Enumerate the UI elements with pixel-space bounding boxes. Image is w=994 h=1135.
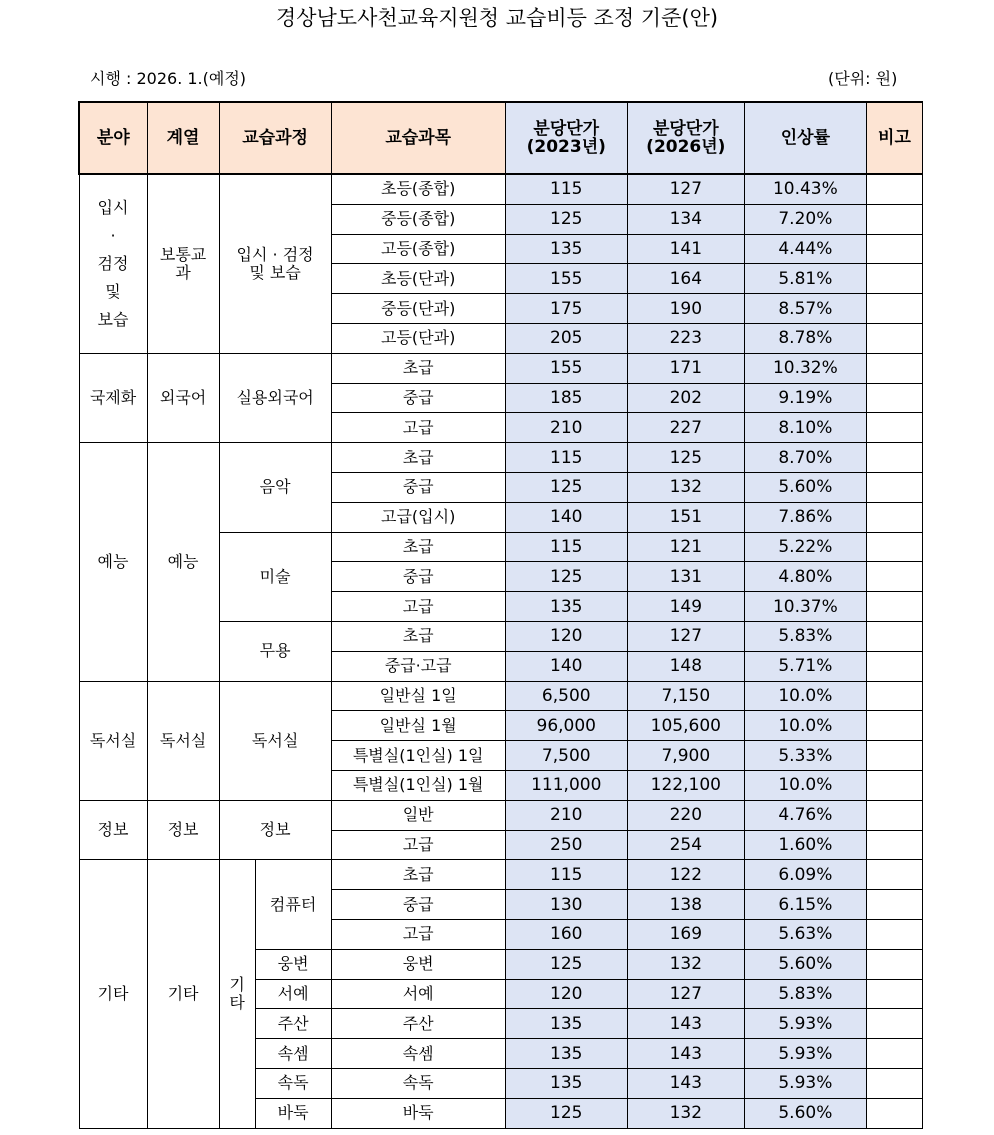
cell-note: [866, 592, 922, 622]
table-row: [79, 443, 923, 473]
cell-note: [866, 949, 922, 979]
cell-price-2023: 115: [505, 443, 627, 473]
cell-subject: 초급: [331, 621, 505, 651]
cell-price-2023: 7,500: [505, 741, 627, 771]
cell-rate: 8.78%: [744, 323, 866, 353]
cell-price-2023: 135: [505, 592, 627, 622]
group-field-arts: 예능: [79, 443, 147, 681]
cell-price-2023: 135: [505, 234, 627, 264]
cell-subject: 일반실 1일: [331, 681, 505, 711]
cell-price-2023: 125: [505, 1098, 627, 1128]
group-course-study-room: 독서실: [219, 681, 331, 800]
cell-price-2023: 140: [505, 651, 627, 681]
cell-price-2026: 132: [627, 472, 744, 502]
cell-price-2026: 134: [627, 204, 744, 234]
cell-note: [866, 294, 922, 324]
cell-rate: 7.86%: [744, 502, 866, 532]
cell-subject: 중등(종합): [331, 204, 505, 234]
cell-note: [866, 800, 922, 830]
table-row: [79, 800, 923, 830]
cell-subject: 웅변: [331, 949, 505, 979]
group-course-info: 정보: [219, 800, 331, 860]
cell-subject: 고등(단과): [331, 323, 505, 353]
cell-price-2026: 122: [627, 860, 744, 890]
cell-note: [866, 651, 922, 681]
group-field-intl: 국제화: [79, 353, 147, 442]
group-sub-abacus: 주산: [255, 1009, 331, 1039]
cell-price-2023: 125: [505, 562, 627, 592]
cell-subject: 바둑: [331, 1098, 505, 1128]
cell-price-2023: 140: [505, 502, 627, 532]
cell-price-2026: 138: [627, 890, 744, 920]
group-course-art: 미술: [219, 532, 331, 621]
cell-price-2023: 115: [505, 860, 627, 890]
group-course-dance: 무용: [219, 621, 331, 681]
cell-note: [866, 919, 922, 949]
cell-subject: 초급: [331, 353, 505, 383]
cell-note: [866, 770, 922, 800]
table-row: [79, 174, 923, 204]
cell-price-2023: 125: [505, 949, 627, 979]
cell-subject: 중급: [331, 562, 505, 592]
cell-price-2026: 7,900: [627, 741, 744, 771]
cell-price-2026: 121: [627, 532, 744, 562]
cell-price-2023: 120: [505, 621, 627, 651]
document-title: 경상남도사천교육지원청 교습비등 조정 기준(안): [275, 6, 719, 30]
header-field: 분야: [79, 102, 147, 174]
group-course-other: 기 타: [219, 860, 255, 1128]
cell-rate: 5.93%: [744, 1009, 866, 1039]
cell-note: [866, 830, 922, 860]
cell-rate: 5.83%: [744, 979, 866, 1009]
cell-price-2026: 202: [627, 383, 744, 413]
cell-rate: 8.57%: [744, 294, 866, 324]
cell-price-2023: 205: [505, 323, 627, 353]
group-field-info: 정보: [79, 800, 147, 860]
cell-note: [866, 979, 922, 1009]
cell-price-2026: 254: [627, 830, 744, 860]
cell-subject: 속셈: [331, 1039, 505, 1069]
cell-note: [866, 532, 922, 562]
cell-price-2026: 7,150: [627, 681, 744, 711]
header-note: 비고: [866, 102, 922, 174]
cell-rate: 4.44%: [744, 234, 866, 264]
cell-subject: 특별실(1인실) 1월: [331, 770, 505, 800]
cell-subject: 중급·고급: [331, 651, 505, 681]
cell-price-2026: 164: [627, 264, 744, 294]
table-body: [79, 174, 923, 1128]
cell-rate: 5.93%: [744, 1068, 866, 1098]
cell-price-2026: 143: [627, 1009, 744, 1039]
cell-price-2026: 227: [627, 413, 744, 443]
cell-subject: 특별실(1인실) 1일: [331, 741, 505, 771]
cell-rate: 5.83%: [744, 621, 866, 651]
cell-price-2023: 111,000: [505, 770, 627, 800]
group-category-other: 기타: [147, 860, 219, 1128]
cell-rate: 7.20%: [744, 204, 866, 234]
cell-subject: 서예: [331, 979, 505, 1009]
cell-subject: 초등(단과): [331, 264, 505, 294]
cell-note: [866, 860, 922, 890]
cell-note: [866, 174, 922, 204]
group-category-arts: 예능: [147, 443, 219, 681]
cell-rate: 5.63%: [744, 919, 866, 949]
cell-note: [866, 562, 922, 592]
cell-rate: 6.09%: [744, 860, 866, 890]
cell-rate: 8.70%: [744, 443, 866, 473]
cell-note: [866, 264, 922, 294]
effective-date: 시행 : 2026. 1.(예정): [90, 69, 247, 88]
table-row: [79, 860, 923, 890]
cell-price-2023: 155: [505, 264, 627, 294]
cell-rate: 6.15%: [744, 890, 866, 920]
cell-price-2026: 125: [627, 443, 744, 473]
cell-note: [866, 383, 922, 413]
cell-rate: 5.60%: [744, 949, 866, 979]
cell-rate: 10.32%: [744, 353, 866, 383]
cell-note: [866, 502, 922, 532]
group-sub-speed-reading: 속독: [255, 1068, 331, 1098]
cell-rate: 4.76%: [744, 800, 866, 830]
cell-price-2026: 190: [627, 294, 744, 324]
cell-price-2026: 132: [627, 1098, 744, 1128]
cell-note: [866, 443, 922, 473]
cell-price-2026: 127: [627, 621, 744, 651]
cell-price-2026: 171: [627, 353, 744, 383]
cell-rate: 5.33%: [744, 741, 866, 771]
cell-note: [866, 890, 922, 920]
cell-price-2026: 151: [627, 502, 744, 532]
cell-price-2026: 131: [627, 562, 744, 592]
cell-price-2026: 105,600: [627, 711, 744, 741]
cell-price-2026: 132: [627, 949, 744, 979]
cell-price-2026: 223: [627, 323, 744, 353]
cell-subject: 속독: [331, 1068, 505, 1098]
cell-note: [866, 234, 922, 264]
cell-price-2023: 185: [505, 383, 627, 413]
cell-price-2026: 122,100: [627, 770, 744, 800]
cell-note: [866, 353, 922, 383]
cell-price-2023: 125: [505, 204, 627, 234]
cell-price-2023: 135: [505, 1009, 627, 1039]
cell-subject: 중급: [331, 472, 505, 502]
cell-subject: 고급: [331, 830, 505, 860]
cell-price-2026: 143: [627, 1039, 744, 1069]
cell-subject: 중급: [331, 890, 505, 920]
header-price-2026: 분당단가 (2026년): [627, 102, 744, 174]
cell-price-2023: 130: [505, 890, 627, 920]
group-category-study-room: 독서실: [147, 681, 219, 800]
header-course: 교습과정: [219, 102, 331, 174]
cell-price-2026: 127: [627, 174, 744, 204]
cell-subject: 중급: [331, 383, 505, 413]
cell-rate: 5.22%: [744, 532, 866, 562]
cell-note: [866, 413, 922, 443]
cell-subject: 고급(입시): [331, 502, 505, 532]
group-field-other: 기타: [79, 860, 147, 1128]
group-category-info: 정보: [147, 800, 219, 860]
cell-rate: 5.60%: [744, 472, 866, 502]
cell-price-2026: 141: [627, 234, 744, 264]
cell-note: [866, 741, 922, 771]
cell-price-2023: 210: [505, 800, 627, 830]
group-category-foreign-lang: 외국어: [147, 353, 219, 442]
cell-rate: 5.60%: [744, 1098, 866, 1128]
cell-price-2026: 127: [627, 979, 744, 1009]
cell-subject: 초급: [331, 443, 505, 473]
cell-price-2026: 149: [627, 592, 744, 622]
cell-rate: 10.43%: [744, 174, 866, 204]
cell-rate: 4.80%: [744, 562, 866, 592]
cell-subject: 고등(종합): [331, 234, 505, 264]
cell-rate: 5.71%: [744, 651, 866, 681]
group-sub-baduk: 바둑: [255, 1098, 331, 1128]
unit-label: (단위: 원): [828, 69, 898, 88]
cell-note: [866, 621, 922, 651]
cell-price-2023: 160: [505, 919, 627, 949]
cell-rate: 8.10%: [744, 413, 866, 443]
group-category-general: 보통교 과: [147, 174, 219, 353]
cell-rate: 5.93%: [744, 1039, 866, 1069]
cell-price-2023: 115: [505, 532, 627, 562]
cell-rate: 1.60%: [744, 830, 866, 860]
cell-note: [866, 472, 922, 502]
cell-price-2023: 135: [505, 1039, 627, 1069]
cell-subject: 초급: [331, 532, 505, 562]
cell-price-2023: 125: [505, 472, 627, 502]
cell-price-2023: 250: [505, 830, 627, 860]
cell-rate: 10.0%: [744, 681, 866, 711]
cell-price-2026: 143: [627, 1068, 744, 1098]
cell-subject: 초급: [331, 860, 505, 890]
group-sub-debate: 웅변: [255, 949, 331, 979]
cell-note: [866, 1039, 922, 1069]
cell-rate: 5.81%: [744, 264, 866, 294]
table-row: [79, 681, 923, 711]
cell-note: [866, 323, 922, 353]
cell-note: [866, 204, 922, 234]
cell-price-2023: 96,000: [505, 711, 627, 741]
header-rate: 인상률: [744, 102, 866, 174]
cell-note: [866, 681, 922, 711]
cell-price-2023: 120: [505, 979, 627, 1009]
cell-price-2026: 169: [627, 919, 744, 949]
cell-subject: 고급: [331, 413, 505, 443]
group-field-exam: 입시 · 검정 및 보습: [79, 174, 147, 353]
group-sub-computer: 컴퓨터: [255, 860, 331, 949]
cell-rate: 10.0%: [744, 711, 866, 741]
cell-price-2023: 210: [505, 413, 627, 443]
cell-price-2023: 135: [505, 1068, 627, 1098]
fee-table: [78, 101, 923, 1129]
cell-subject: 초등(종합): [331, 174, 505, 204]
cell-price-2023: 155: [505, 353, 627, 383]
cell-subject: 주산: [331, 1009, 505, 1039]
cell-price-2023: 175: [505, 294, 627, 324]
group-course-practical-lang: 실용외국어: [219, 353, 331, 442]
cell-price-2023: 115: [505, 174, 627, 204]
cell-price-2026: 220: [627, 800, 744, 830]
group-sub-mental-math: 속셈: [255, 1039, 331, 1069]
cell-subject: 중등(단과): [331, 294, 505, 324]
cell-note: [866, 1068, 922, 1098]
cell-price-2026: 148: [627, 651, 744, 681]
cell-rate: 10.0%: [744, 770, 866, 800]
cell-subject: 일반실 1월: [331, 711, 505, 741]
cell-subject: 일반: [331, 800, 505, 830]
table-row: [79, 353, 923, 383]
cell-price-2023: 6,500: [505, 681, 627, 711]
cell-note: [866, 1098, 922, 1128]
header-row: [79, 102, 923, 174]
group-course-music: 음악: [219, 443, 331, 532]
cell-rate: 10.37%: [744, 592, 866, 622]
cell-subject: 고급: [331, 592, 505, 622]
cell-rate: 9.19%: [744, 383, 866, 413]
group-sub-calligraphy: 서예: [255, 979, 331, 1009]
header-price-2023: 분당단가 (2023년): [505, 102, 627, 174]
group-course-exam: 입시 · 검정 및 보습: [219, 174, 331, 353]
cell-subject: 고급: [331, 919, 505, 949]
cell-note: [866, 711, 922, 741]
group-field-study-room: 독서실: [79, 681, 147, 800]
cell-note: [866, 1009, 922, 1039]
header-subject: 교습과목: [331, 102, 505, 174]
header-category: 계열: [147, 102, 219, 174]
